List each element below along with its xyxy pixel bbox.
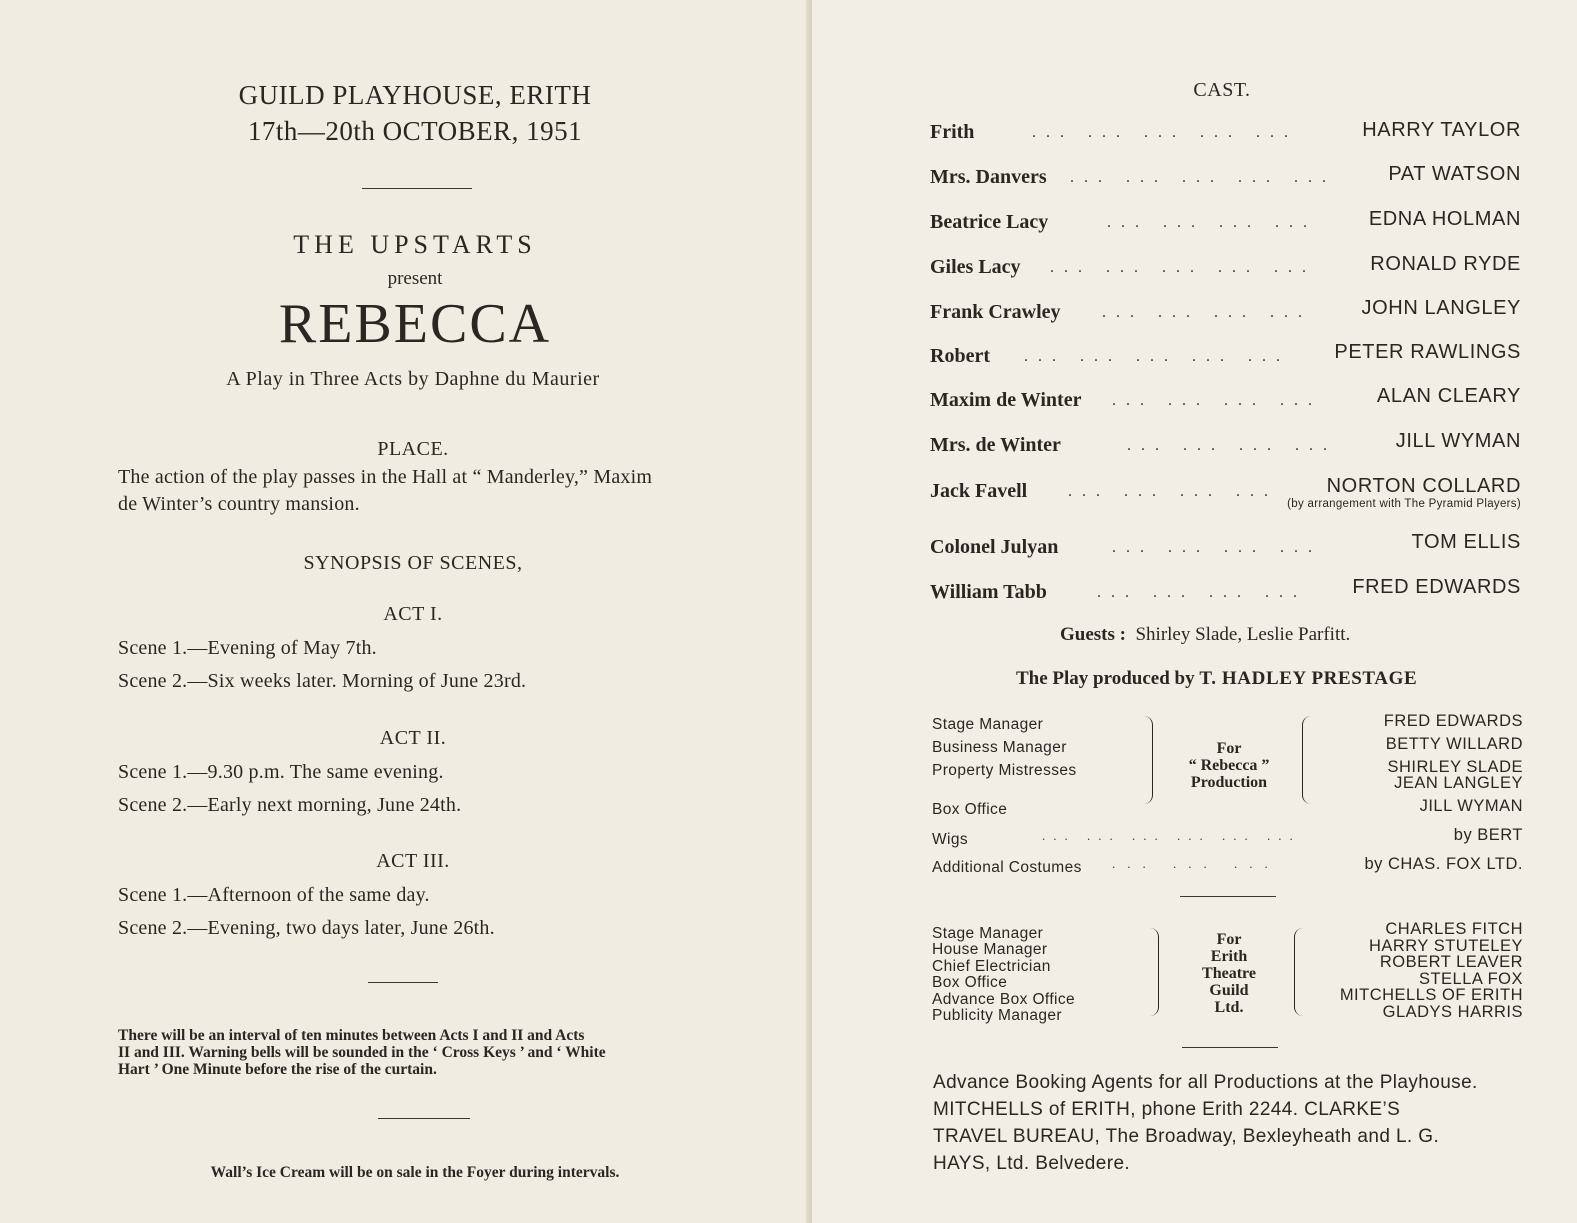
cast-dots: ... ... ... ... ... bbox=[1070, 169, 1336, 186]
for-rebecca-1: For bbox=[1216, 740, 1242, 757]
crew-name: JILL WYMAN bbox=[1419, 797, 1523, 815]
cast-role: Maxim de Winter bbox=[930, 389, 1082, 411]
guild-role: Advance Box Office bbox=[932, 991, 1076, 1008]
crew-name: JEAN LANGLEY bbox=[1394, 774, 1523, 792]
act-1-heading: ACT I. bbox=[383, 603, 443, 625]
act-2-scene-2: Scene 2.—Early next morning, June 24th. bbox=[118, 794, 462, 816]
act-3-heading: ACT III. bbox=[376, 850, 450, 872]
play-subtitle: A Play in Three Acts by Daphne du Maurier bbox=[226, 368, 600, 390]
for-guild-4: Guild bbox=[1209, 982, 1249, 999]
cast-role: Beatrice Lacy bbox=[930, 211, 1049, 233]
ice-cream-note: Wall’s Ice Cream will be on sale in the Foyer during intervals. bbox=[210, 1164, 620, 1181]
arrangement-note: (by arrangement with The Pyramid Players) bbox=[1287, 498, 1521, 510]
producer-line bbox=[1016, 668, 1417, 690]
cast-role: Robert bbox=[930, 345, 990, 367]
interval-line-2: II and III. Warning bells will be sounded in the ‘ Cross Keys ’ and ‘ White bbox=[118, 1044, 606, 1061]
for-rebecca-3: Production bbox=[1190, 774, 1268, 791]
cast-role: Giles Lacy bbox=[930, 256, 1021, 278]
for-guild-1: For bbox=[1216, 931, 1242, 948]
costumes-label: Additional Costumes bbox=[932, 859, 1082, 876]
divider-3 bbox=[378, 1118, 470, 1119]
guild-role: Stage Manager bbox=[932, 925, 1044, 942]
crew-name: BETTY WILLARD bbox=[1385, 735, 1523, 753]
right-brace bbox=[1294, 928, 1303, 1016]
present-text: present bbox=[387, 268, 443, 289]
for-rebecca-2: “ Rebecca ” bbox=[1188, 757, 1270, 774]
place-heading: PLACE. bbox=[377, 438, 449, 460]
cast-role: Colonel Julyan bbox=[930, 536, 1059, 558]
for-guild-2: Erith bbox=[1210, 948, 1248, 965]
act-2-scene-1: Scene 1.—9.30 p.m. The same evening. bbox=[118, 761, 444, 783]
booking-line-1: Advance Booking Agents for all Productions at the Playhouse. bbox=[933, 1072, 1478, 1093]
cast-role: William Tabb bbox=[930, 581, 1047, 603]
booking-line-2: MITCHELLS of ERITH, phone Erith 2244. CLARKE’S bbox=[933, 1099, 1401, 1120]
cast-role: Frith bbox=[930, 121, 975, 143]
act-1-scene-1: Scene 1.—Evening of May 7th. bbox=[118, 637, 377, 659]
guild-name: MITCHELLS OF ERITH bbox=[1339, 986, 1523, 1004]
booking-line-4: HAYS, Ltd. Belvedere. bbox=[933, 1153, 1131, 1174]
divider-5 bbox=[1182, 1047, 1278, 1048]
cast-dots: ... ... ... ... bbox=[1097, 584, 1307, 601]
interval-line-3: Hart ’ One Minute before the rise of the curtain. bbox=[118, 1061, 437, 1078]
crew-name: SHIRLEY SLADE bbox=[1387, 758, 1523, 776]
for-guild-3: Theatre bbox=[1202, 965, 1256, 982]
cast-role: Jack Favell bbox=[930, 480, 1028, 502]
act-3-scene-1: Scene 1.—Afternoon of the same day. bbox=[118, 884, 430, 906]
guild-name: STELLA FOX bbox=[1418, 970, 1523, 988]
company-name: THE UPSTARTS bbox=[293, 230, 537, 259]
booking-line-3: TRAVEL BUREAU, The Broadway, Bexleyheath and L. G. bbox=[933, 1126, 1440, 1147]
left-brace bbox=[1144, 716, 1153, 804]
cast-dots: ... ... ... ... ... bbox=[1024, 348, 1290, 365]
cast-actor: JOHN LANGLEY bbox=[1361, 297, 1521, 319]
left-brace bbox=[1150, 928, 1159, 1016]
guests-names: Shirley Slade, Leslie Parfitt. bbox=[1135, 624, 1351, 645]
cast-role: Mrs. Danvers bbox=[930, 166, 1047, 188]
cast-actor: PAT WATSON bbox=[1388, 163, 1521, 185]
guild-name: ROBERT LEAVER bbox=[1379, 953, 1523, 971]
right-page bbox=[812, 0, 1577, 1223]
cast-actor: TOM ELLIS bbox=[1411, 531, 1521, 553]
crew-role: Property Mistresses bbox=[932, 762, 1077, 779]
costumes-dots: ... ... ... bbox=[1112, 856, 1280, 871]
cast-dots: ... ... ... ... bbox=[1068, 483, 1278, 500]
act-1-scene-2: Scene 2.—Six weeks later. Morning of June 23rd. bbox=[118, 670, 527, 692]
divider-2 bbox=[368, 982, 438, 983]
cast-actor: JILL WYMAN bbox=[1395, 430, 1521, 452]
crew-role: Box Office bbox=[932, 801, 1008, 818]
cast-dots: ... ... ... ... ... bbox=[1032, 124, 1298, 141]
wigs-dots: ... ... ... ... ... ... bbox=[1042, 828, 1301, 843]
place-line-2: de Winter’s country mansion. bbox=[118, 493, 360, 515]
cast-actor: ALAN CLEARY bbox=[1376, 385, 1521, 407]
cast-actor: EDNA HOLMAN bbox=[1368, 208, 1521, 230]
cast-role: Mrs. de Winter bbox=[930, 434, 1061, 456]
play-title: REBECCA bbox=[278, 293, 552, 355]
act-3-scene-2: Scene 2.—Evening, two days later, June 26th. bbox=[118, 917, 495, 939]
producer-name: T. HADLEY PRESTAGE bbox=[1199, 668, 1418, 689]
guild-role: Publicity Manager bbox=[932, 1007, 1062, 1024]
guild-name: CHARLES FITCH bbox=[1385, 920, 1523, 938]
guests-line bbox=[1060, 624, 1350, 646]
interval-line-1: There will be an interval of ten minutes between Acts I and II and Acts bbox=[118, 1027, 585, 1044]
crew-role: Business Manager bbox=[932, 739, 1067, 756]
guild-name: GLADYS HARRIS bbox=[1382, 1003, 1523, 1021]
for-guild-5: Ltd. bbox=[1214, 999, 1244, 1016]
right-brace bbox=[1302, 716, 1311, 804]
guild-role: Box Office bbox=[932, 974, 1008, 991]
synopsis-heading: SYNOPSIS OF SCENES, bbox=[303, 552, 523, 574]
cast-dots: ... ... ... ... bbox=[1127, 437, 1337, 454]
cast-dots: ... ... ... ... bbox=[1107, 214, 1317, 231]
costumes-value: by CHAS. FOX LTD. bbox=[1364, 855, 1523, 873]
divider-1 bbox=[362, 188, 472, 189]
wigs-value: by BERT bbox=[1453, 826, 1523, 844]
cast-actor: NORTON COLLARD bbox=[1326, 475, 1521, 497]
guild-role: House Manager bbox=[932, 941, 1048, 958]
dates-heading: 17th—20th OCTOBER, 1951 bbox=[247, 116, 583, 146]
cast-actor: PETER RAWLINGS bbox=[1334, 341, 1521, 363]
cast-dots: ... ... ... ... bbox=[1112, 392, 1322, 409]
cast-role: Frank Crawley bbox=[930, 301, 1061, 323]
cast-heading: CAST. bbox=[1193, 79, 1251, 101]
cast-dots: ... ... ... ... bbox=[1112, 539, 1322, 556]
divider-4 bbox=[1180, 896, 1276, 897]
crew-name: FRED EDWARDS bbox=[1383, 712, 1523, 730]
act-2-heading: ACT II. bbox=[379, 727, 447, 749]
cast-dots: ... ... ... ... ... bbox=[1050, 259, 1316, 276]
cast-actor: RONALD RYDE bbox=[1370, 253, 1521, 275]
wigs-label: Wigs bbox=[932, 831, 969, 848]
cast-actor: HARRY TAYLOR bbox=[1362, 119, 1521, 141]
guests-label: Guests : bbox=[1060, 624, 1126, 645]
guild-role: Chief Electrician bbox=[932, 958, 1051, 975]
cast-dots: ... ... ... ... bbox=[1102, 304, 1312, 321]
place-line-1: The action of the play passes in the Hall at “ Manderley,” Maxim bbox=[118, 466, 653, 488]
cast-actor: FRED EDWARDS bbox=[1352, 576, 1521, 598]
guild-name: HARRY STUTELEY bbox=[1368, 937, 1523, 955]
crew-role: Stage Manager bbox=[932, 716, 1044, 733]
produced-label: The Play produced by bbox=[1016, 668, 1195, 689]
venue-heading: GUILD PLAYHOUSE, ERITH bbox=[238, 80, 592, 110]
